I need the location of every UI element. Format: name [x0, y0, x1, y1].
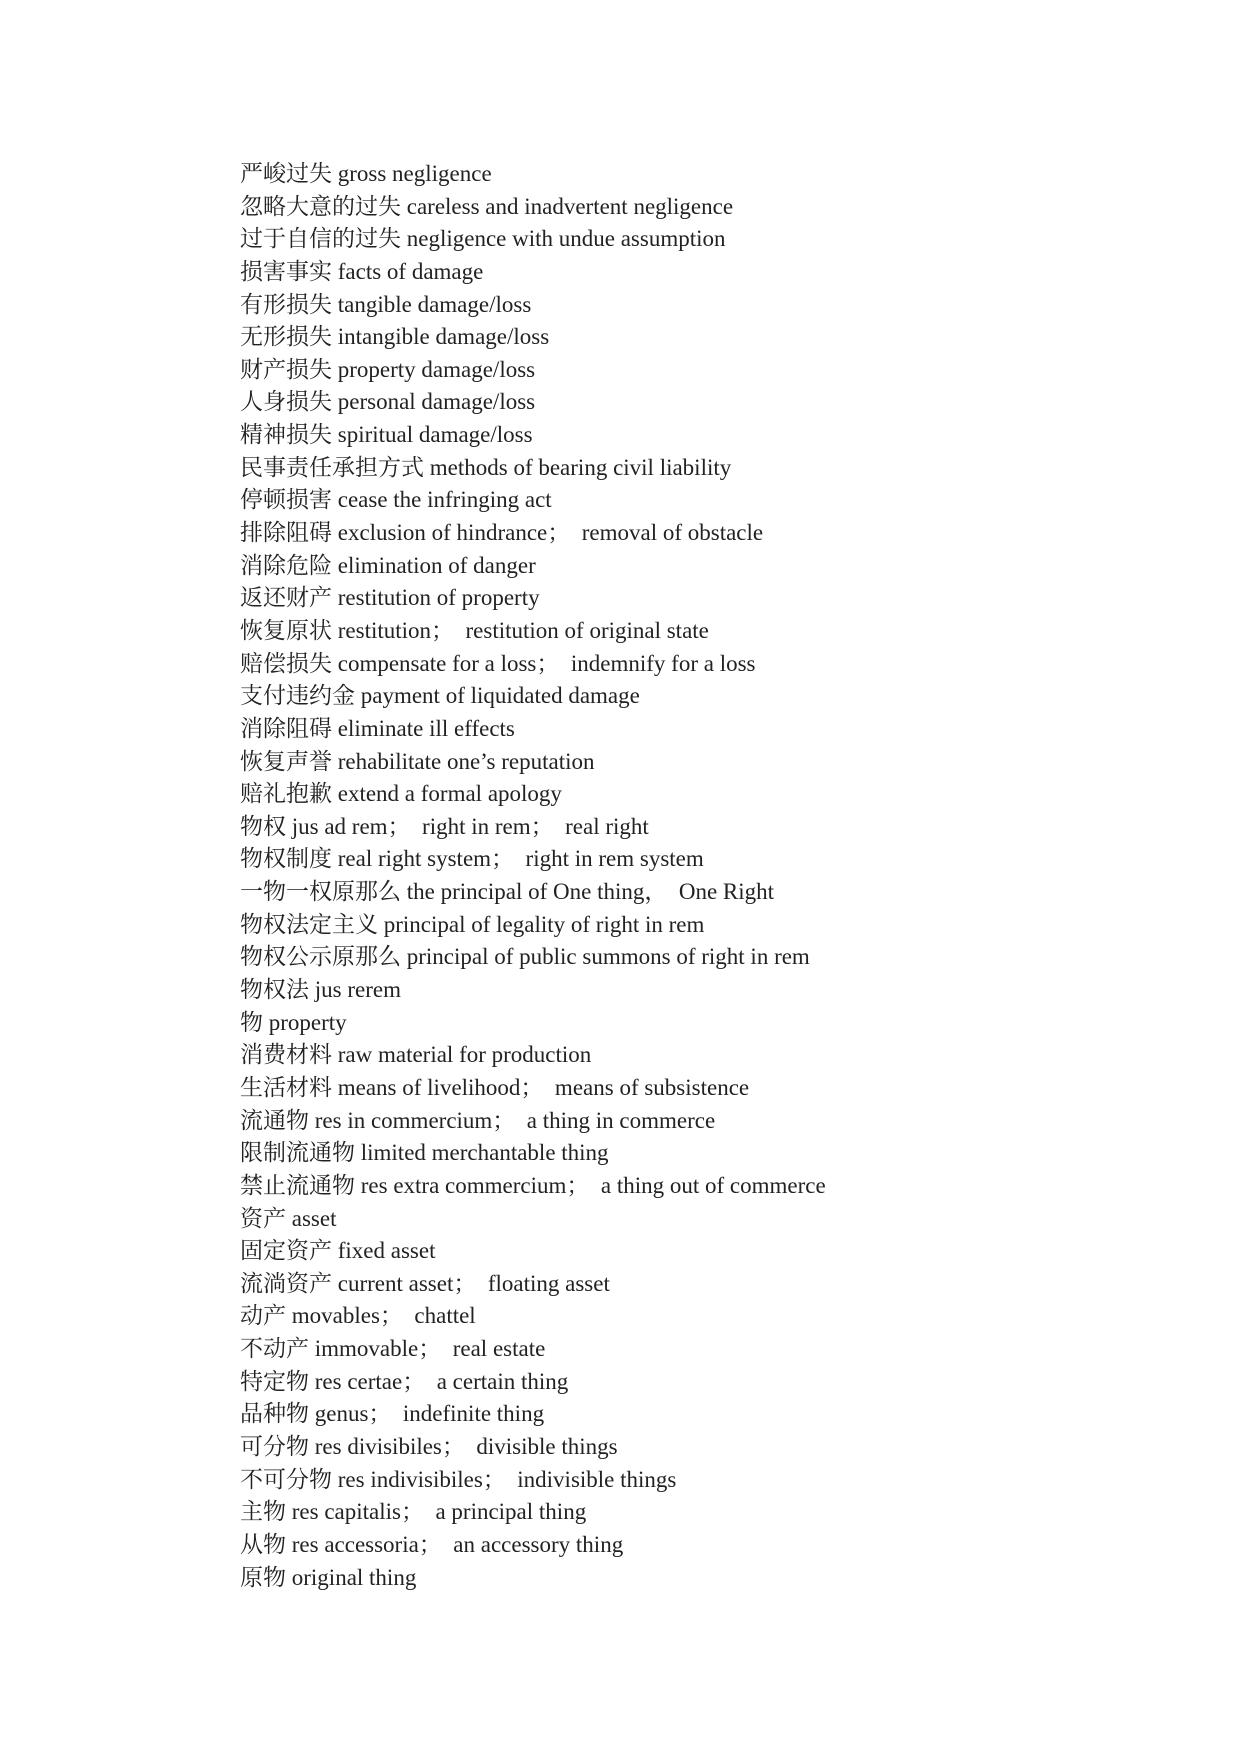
- glossary-entry: 特定物 res certae； a certain thing: [240, 1368, 569, 1394]
- glossary-entry: 流通物 res in commercium； a thing in commerce: [240, 1107, 716, 1133]
- glossary-entry: 不动产 immovable； real estate: [240, 1336, 546, 1362]
- glossary-entry: 精神损失 spiritual damage/loss: [240, 422, 533, 448]
- glossary-entry: 损害事实 facts of damage: [240, 258, 484, 284]
- glossary-entry: 消除危险 elimination of danger: [240, 552, 536, 578]
- glossary-entry: 流淌资产 current asset； floating asset: [240, 1270, 610, 1296]
- glossary-entry: 有形损失 tangible damage/loss: [240, 291, 532, 317]
- glossary-entry: 恢复声誉 rehabilitate one’s reputation: [240, 748, 595, 774]
- glossary-entry: 生活材料 means of livelihood； means of subsistence: [240, 1074, 750, 1100]
- glossary-entry: 人身损失 personal damage/loss: [240, 389, 536, 415]
- glossary-entry: 物权法 jus rerem: [240, 977, 401, 1003]
- glossary-entry: 赔礼抱歉 extend a formal apology: [240, 781, 562, 807]
- glossary-entry: 可分物 res divisibiles； divisible things: [240, 1433, 618, 1459]
- glossary-entry: 物权法定主义 principal of legality of right in rem: [240, 911, 705, 937]
- glossary-entry: 物权制度 real right system； right in rem system: [240, 846, 704, 872]
- glossary-entry: 赔偿损失 compensate for a loss； indemnify for a loss: [240, 650, 756, 676]
- glossary-entry: 停顿损害 cease the infringing act: [240, 487, 552, 513]
- glossary-entry: 限制流通物 limited merchantable thing: [240, 1140, 609, 1166]
- glossary-entry: 严峻过失 gross negligence: [240, 161, 492, 186]
- glossary-entry: 动产 movables； chattel: [240, 1303, 476, 1329]
- glossary-entry: 忽略大意的过失 careless and inadvertent negligence: [240, 193, 734, 219]
- glossary-entry: 财产损失 property damage/loss: [240, 356, 536, 382]
- glossary-list: [240, 158, 826, 1594]
- glossary-entry: 不可分物 res indivisibiles； indivisible things: [240, 1466, 677, 1492]
- glossary-entry: 主物 res capitalis； a principal thing: [240, 1499, 587, 1525]
- glossary-entry: 支付违约金 payment of liquidated damage: [240, 683, 640, 709]
- glossary-entry: 品种物 genus； indefinite thing: [240, 1401, 545, 1427]
- glossary-entry: 恢复原状 restitution； restitution of original state: [240, 617, 709, 643]
- glossary-entry: 排除阻碍 exclusion of hindrance； removal of obstacle: [240, 520, 764, 546]
- glossary-entry: 物 property: [240, 1009, 347, 1035]
- glossary-entry: 无形损失 intangible damage/loss: [240, 324, 550, 350]
- glossary-entry: 一物一权原那么 the principal of One thing， One Right: [240, 879, 775, 905]
- glossary-entry: 消费材料 raw material for production: [240, 1042, 592, 1068]
- glossary-entry: 民事责任承担方式 methods of bearing civil liability: [240, 454, 732, 480]
- glossary-entry: 固定资产 fixed asset: [240, 1238, 436, 1264]
- glossary-entry: 消除阻碍 eliminate ill effects: [240, 715, 515, 741]
- glossary-entry: 原物 original thing: [240, 1564, 417, 1590]
- glossary-entry: 过于自信的过失 negligence with undue assumption: [240, 226, 726, 252]
- glossary-entry: 返还财产 restitution of property: [240, 585, 540, 611]
- glossary-entry: 禁止流通物 res extra commercium； a thing out of commerce: [240, 1172, 826, 1198]
- glossary-entry: 从物 res accessoria； an accessory thing: [240, 1531, 624, 1557]
- glossary-entry: 物权 jus ad rem； right in rem； real right: [240, 813, 649, 839]
- glossary-entry: 物权公示原那么 principal of public summons of right in rem: [240, 944, 810, 970]
- glossary-entry: 资产 asset: [240, 1205, 337, 1231]
